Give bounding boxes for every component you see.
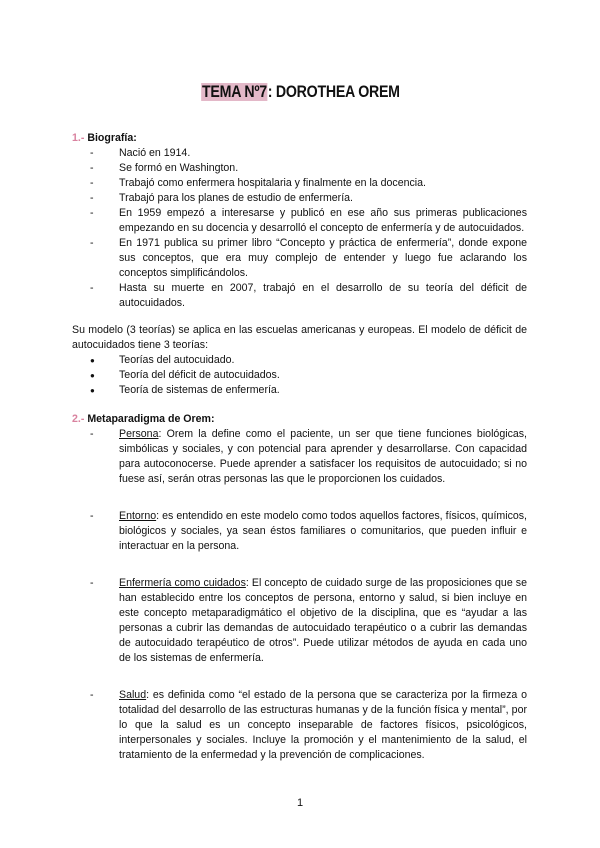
metaparadigm-list bbox=[72, 427, 527, 763]
list-item: ● Teoría de sistemas de enfermería. bbox=[119, 383, 527, 398]
definition-text: : es definida como “el estado de la persona que se caracteriza por la firmeza o totalidad del desarrollo de las estructuras humanas y de la función física y mental”, por lo que la salud es un concepto inseparable de factores físicos, psicológicos, interpersonales y sociales. Incluye la promoción y el mantenimiento de la salud, el tratamiento de la enfermedad y la prevención de complicaciones. bbox=[119, 689, 527, 761]
list-item: ● Teoría del déficit de autocuidados. bbox=[119, 368, 527, 383]
list-item bbox=[119, 427, 527, 487]
term-persona: Persona bbox=[119, 428, 159, 440]
model-paragraph: Su modelo (3 teorías) se aplica en las escuelas americanas y europeas. El modelo de déficit de autocuidados tiene 3 teorías: bbox=[72, 324, 527, 351]
list-item: - Trabajó para los planes de estudio de enfermería. bbox=[119, 191, 527, 206]
term-salud: Salud bbox=[119, 689, 147, 701]
list-item bbox=[119, 688, 527, 763]
list-item: - Hasta su muerte en 2007, trabajó en el desarrollo de su teoría del déficit de autocuidados. bbox=[119, 281, 527, 311]
page-number: 1 bbox=[296, 797, 304, 809]
list-item bbox=[119, 509, 527, 554]
section-2-title: Metaparadigma de Orem: bbox=[87, 413, 215, 425]
list-item: - En 1959 empezó a interesarse y publicó en ese año sus primeras publicaciones empezando en su docencia y desarrolló el concepto de enfermería y de autocuidados. bbox=[119, 206, 527, 236]
section-1-separator: - bbox=[80, 132, 88, 144]
section-2-separator: - bbox=[80, 413, 88, 425]
section-1-heading bbox=[72, 131, 527, 146]
list-item bbox=[119, 576, 527, 666]
term-enfermeria: Enfermería como cuidados bbox=[119, 577, 246, 589]
list-item: - Trabajó como enfermera hospitalaria y finalmente en la docencia. bbox=[119, 176, 527, 191]
title-rest: : DOROTHEA OREM bbox=[267, 83, 400, 101]
page-title bbox=[201, 83, 400, 102]
list-item: - En 1971 publica su primer libro “Concepto y práctica de enfermería”, donde expone sus conceptos, que era muy complejo de entender y luego fue aclarando los conceptos simplificándolos. bbox=[119, 236, 527, 281]
title-highlight: TEMA Nº7 bbox=[201, 83, 267, 101]
section-2-heading bbox=[72, 412, 527, 427]
list-item: - Se formó en Washington. bbox=[119, 161, 527, 176]
definition-text: : Orem la define como el paciente, un ser que tiene funciones biológicas, simbólicas y sociales, y con potencial para aprender y desarrollarse. Con capacidad para autoconocerse. Puede aprender a satisfacer los requisitos de autocuidado; si no fuese así, serán otras personas las que le proporcionen los cuidados. bbox=[119, 428, 527, 485]
title-block bbox=[0, 83, 600, 102]
definition-text: : El concepto de cuidado surge de las proposiciones que se han establecido entre los conceptos de persona, entorno y salud, si bien incluye en este concepto metaparadigmático el objetivo de la disciplina, que es “ayudar a las personas a cubrir las demandas de autocuidado terapéutico o a cubrir las demandas de autocuidado terapéutico de otros”. Puede utilizar métodos de ayuda en cada uno de los sistemas de enfermería. bbox=[119, 577, 527, 664]
document-body bbox=[72, 131, 527, 763]
theories-list bbox=[72, 353, 527, 398]
term-entorno: Entorno bbox=[119, 510, 157, 522]
section-1-title: Biografía: bbox=[87, 132, 137, 144]
biography-list bbox=[72, 146, 527, 311]
definition-text: : es entendido en este modelo como todos aquellos factores, físicos, químicos, biológicos y sociales, ya sean éstos familiares o comunitarios, que pueden influir e interactuar en la persona. bbox=[119, 510, 527, 552]
section-1-number: 1. bbox=[72, 132, 81, 144]
section-2-number: 2. bbox=[72, 413, 81, 425]
list-item: - Nació en 1914. bbox=[119, 146, 527, 161]
list-item: ● Teorías del autocuidado. bbox=[119, 353, 527, 368]
